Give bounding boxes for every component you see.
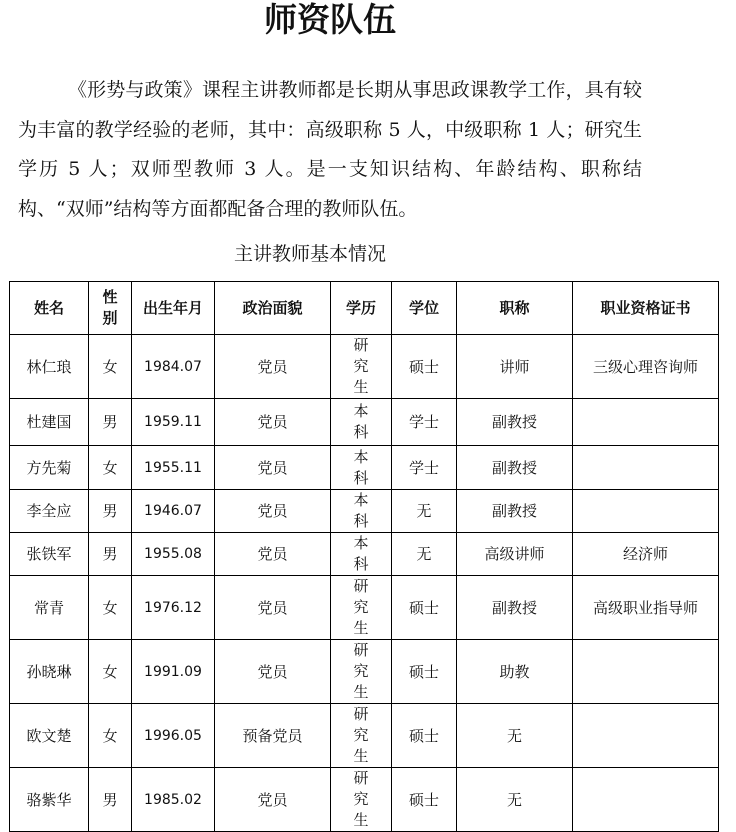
cell-name: 常青 <box>10 576 89 640</box>
cell-certificate <box>573 704 719 768</box>
table-row <box>10 335 719 399</box>
cell-birth: 1996.05 <box>132 704 215 768</box>
cell-certificate <box>573 446 719 490</box>
cell-gender: 男 <box>89 533 132 576</box>
cell-title: 副教授 <box>457 446 573 490</box>
cell-birth: 1991.09 <box>132 640 215 704</box>
cell-political-status: 党员 <box>215 490 331 533</box>
education-label: 研究生 <box>353 705 369 765</box>
cell-degree: 硕士 <box>392 768 457 832</box>
cell-title: 无 <box>457 768 573 832</box>
cell-certificate: 高级职业指导师 <box>573 576 719 640</box>
education-label: 本科 <box>353 491 369 530</box>
cell-education <box>331 399 392 446</box>
cell-degree: 学士 <box>392 446 457 490</box>
table-caption: 主讲教师基本情况 <box>233 243 386 265</box>
cell-name: 李全应 <box>10 490 89 533</box>
cell-name: 方先菊 <box>10 446 89 490</box>
cell-degree: 硕士 <box>392 704 457 768</box>
header-certificate: 职业资格证书 <box>573 282 719 335</box>
cell-title: 无 <box>457 704 573 768</box>
cell-birth: 1946.07 <box>132 490 215 533</box>
cell-title: 副教授 <box>457 490 573 533</box>
cell-education <box>331 576 392 640</box>
cell-certificate <box>573 640 719 704</box>
table-row <box>10 446 719 490</box>
header-gender-label: 性别 <box>102 288 118 327</box>
cell-birth: 1955.08 <box>132 533 215 576</box>
cell-gender: 女 <box>89 446 132 490</box>
table-row <box>10 768 719 832</box>
cell-education <box>331 768 392 832</box>
table-row <box>10 490 719 533</box>
cell-gender: 女 <box>89 704 132 768</box>
cell-certificate <box>573 768 719 832</box>
cell-certificate <box>573 490 719 533</box>
cell-title: 助教 <box>457 640 573 704</box>
page-title: 师资队伍 <box>264 0 396 39</box>
cell-degree: 无 <box>392 490 457 533</box>
cell-birth: 1976.12 <box>132 576 215 640</box>
cell-political-status: 党员 <box>215 533 331 576</box>
cell-birth: 1955.11 <box>132 446 215 490</box>
cell-title: 副教授 <box>457 399 573 446</box>
cell-education <box>331 335 392 399</box>
cell-name: 杜建国 <box>10 399 89 446</box>
teacher-table <box>9 281 719 832</box>
header-degree: 学位 <box>392 282 457 335</box>
cell-gender: 男 <box>89 768 132 832</box>
cell-degree: 硕士 <box>392 576 457 640</box>
header-name: 姓名 <box>10 282 89 335</box>
cell-birth: 1959.11 <box>132 399 215 446</box>
cell-title: 高级讲师 <box>457 533 573 576</box>
cell-name: 林仁琅 <box>10 335 89 399</box>
cell-degree: 硕士 <box>392 640 457 704</box>
header-education: 学历 <box>331 282 392 335</box>
cell-education <box>331 533 392 576</box>
education-label: 本科 <box>353 447 369 487</box>
education-label: 研究生 <box>353 577 369 637</box>
cell-name: 欧文楚 <box>10 704 89 768</box>
cell-certificate <box>573 399 719 446</box>
table-row <box>10 533 719 576</box>
cell-education <box>331 640 392 704</box>
cell-title: 副教授 <box>457 576 573 640</box>
table-header-row <box>10 282 719 335</box>
cell-political-status: 党员 <box>215 576 331 640</box>
cell-certificate: 三级心理咨询师 <box>573 335 719 399</box>
cell-political-status: 党员 <box>215 768 331 832</box>
cell-political-status: 党员 <box>215 640 331 704</box>
table-row <box>10 640 719 704</box>
cell-gender: 女 <box>89 335 132 399</box>
cell-gender: 女 <box>89 576 132 640</box>
cell-degree: 硕士 <box>392 335 457 399</box>
cell-gender: 女 <box>89 640 132 704</box>
education-label: 研究生 <box>353 336 369 396</box>
cell-name: 孙晓琳 <box>10 640 89 704</box>
cell-education <box>331 490 392 533</box>
header-title: 职称 <box>457 282 573 335</box>
cell-birth: 1984.07 <box>132 335 215 399</box>
cell-birth: 1985.02 <box>132 768 215 832</box>
header-gender <box>89 282 132 335</box>
cell-political-status: 预备党员 <box>215 704 331 768</box>
cell-gender: 男 <box>89 490 132 533</box>
cell-name: 张铁军 <box>10 533 89 576</box>
cell-degree: 无 <box>392 533 457 576</box>
intro-paragraph: 《形势与政策》课程主讲教师都是长期从事思政课教学工作，具有较为丰富的教学经验的老师，其中：高级职称 5 人，中级职称 1 人；研究生学历 5 人；双师型教师 3 人。是一支知识结构、年龄结构、职称结构、“双师”结构等方面都配备合理的教师队伍。 <box>18 79 642 221</box>
table-row <box>10 576 719 640</box>
cell-political-status: 党员 <box>215 335 331 399</box>
cell-education <box>331 704 392 768</box>
education-label: 本科 <box>353 534 369 573</box>
header-political-status: 政治面貌 <box>215 282 331 335</box>
cell-political-status: 党员 <box>215 399 331 446</box>
table-row <box>10 704 719 768</box>
cell-certificate: 经济师 <box>573 533 719 576</box>
education-label: 本科 <box>353 402 369 441</box>
cell-name: 骆紫华 <box>10 768 89 832</box>
education-label: 研究生 <box>353 769 369 829</box>
table-row <box>10 399 719 446</box>
header-birth: 出生年月 <box>132 282 215 335</box>
cell-gender: 男 <box>89 399 132 446</box>
cell-education <box>331 446 392 490</box>
cell-degree: 学士 <box>392 399 457 446</box>
education-label: 研究生 <box>353 641 369 701</box>
cell-title: 讲师 <box>457 335 573 399</box>
cell-political-status: 党员 <box>215 446 331 490</box>
